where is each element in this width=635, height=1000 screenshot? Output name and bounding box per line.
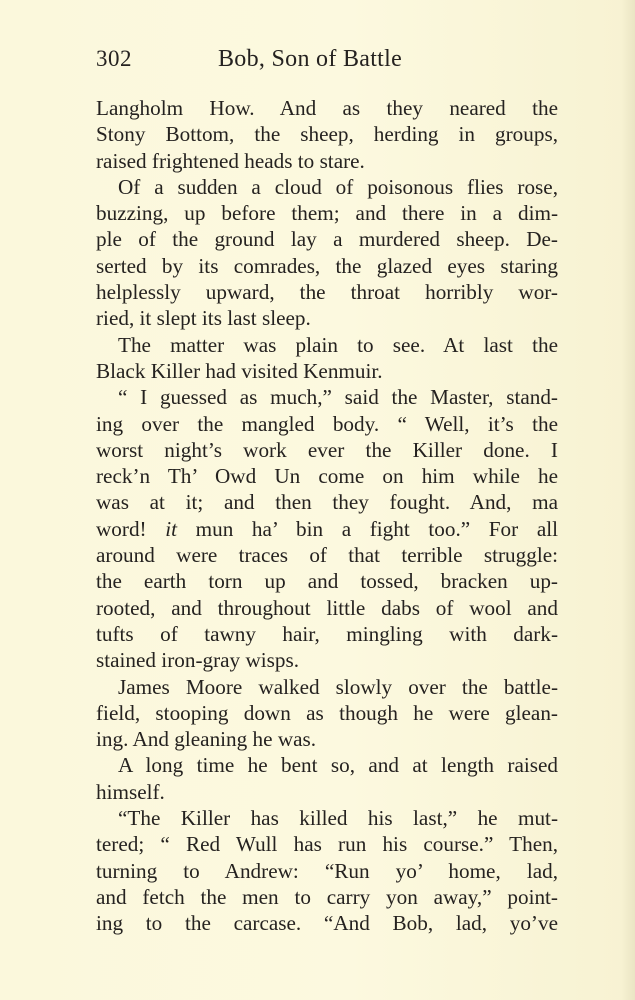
paragraph-start-line: A long time he bent so, and at length raised (118, 753, 558, 778)
text-line-with-italic (96, 516, 558, 542)
text-line: ing over the mangled body. “ Well, it’s the (96, 411, 558, 436)
text-line: tufts of tawny hair, mingling with dark- (96, 621, 558, 646)
text-line: serted by its comrades, the glazed eyes staring (96, 253, 558, 278)
paragraph-start-line: The matter was plain to see. At last the (118, 332, 558, 357)
paragraph-start-line: “The Killer has killed his last,” he mut- (118, 806, 558, 831)
text-line: rooted, and throughout little dabs of wool and (96, 595, 558, 620)
paragraph-start-line: Of a sudden a cloud of poisonous flies rose, (118, 174, 558, 199)
text-line: around were traces of that terrible struggle: (96, 543, 558, 568)
text-line: ried, it slept its last sleep. (96, 306, 311, 331)
text-line: turning to Andrew: “Run yo’ home, lad, (96, 858, 558, 883)
text-line: reck’n Th’ Owd Un come on him while he (96, 464, 558, 489)
text-line: field, stooping down as though he were glean- (96, 700, 558, 725)
running-title: Bob, Son of Battle (218, 46, 403, 72)
text-line: raised frightened heads to stare. (96, 148, 365, 173)
page-number: 302 (96, 46, 132, 71)
text-line: Black Killer had visited Kenmuir. (96, 358, 383, 383)
text-line: stained iron-gray wisps. (96, 648, 300, 673)
page-header (96, 46, 558, 80)
page-edge-shadow (621, 0, 635, 1000)
text-line: Stony Bottom, the sheep, herding in groups, (96, 122, 558, 147)
body-text (96, 95, 558, 937)
text-line: helplessly upward, the throat horribly wor- (96, 280, 558, 305)
paragraph-start-line: “ I guessed as much,” said the Master, stand- (118, 385, 558, 410)
text-line: ing. And gleaning he was. (96, 727, 317, 752)
text-fragment: mun ha’ bin a fight too.” For all (177, 516, 559, 541)
text-line: ple of the ground lay a murdered sheep. De- (96, 227, 558, 252)
text-line: ing to the carcase. “And Bob, lad, yo’ve (96, 911, 558, 936)
text-line: himself. (96, 779, 165, 804)
paragraph-start-line: James Moore walked slowly over the battle- (118, 674, 558, 699)
text-line: tered; “ Red Wull has run his course.” Then, (96, 832, 558, 857)
text-line: Langholm How. And as they neared the (96, 96, 558, 120)
text-fragment: word! (96, 516, 166, 541)
text-line: and fetch the men to carry yon away,” point- (96, 884, 558, 909)
text-line: was at it; and then they fought. And, ma (96, 490, 558, 515)
text-line: buzzing, up before them; and there in a dim- (96, 201, 558, 226)
text-line: the earth torn up and tossed, bracken up- (96, 569, 558, 594)
italic-word: it (165, 516, 178, 541)
text-line: worst night’s work ever the Killer done. I (96, 437, 558, 462)
